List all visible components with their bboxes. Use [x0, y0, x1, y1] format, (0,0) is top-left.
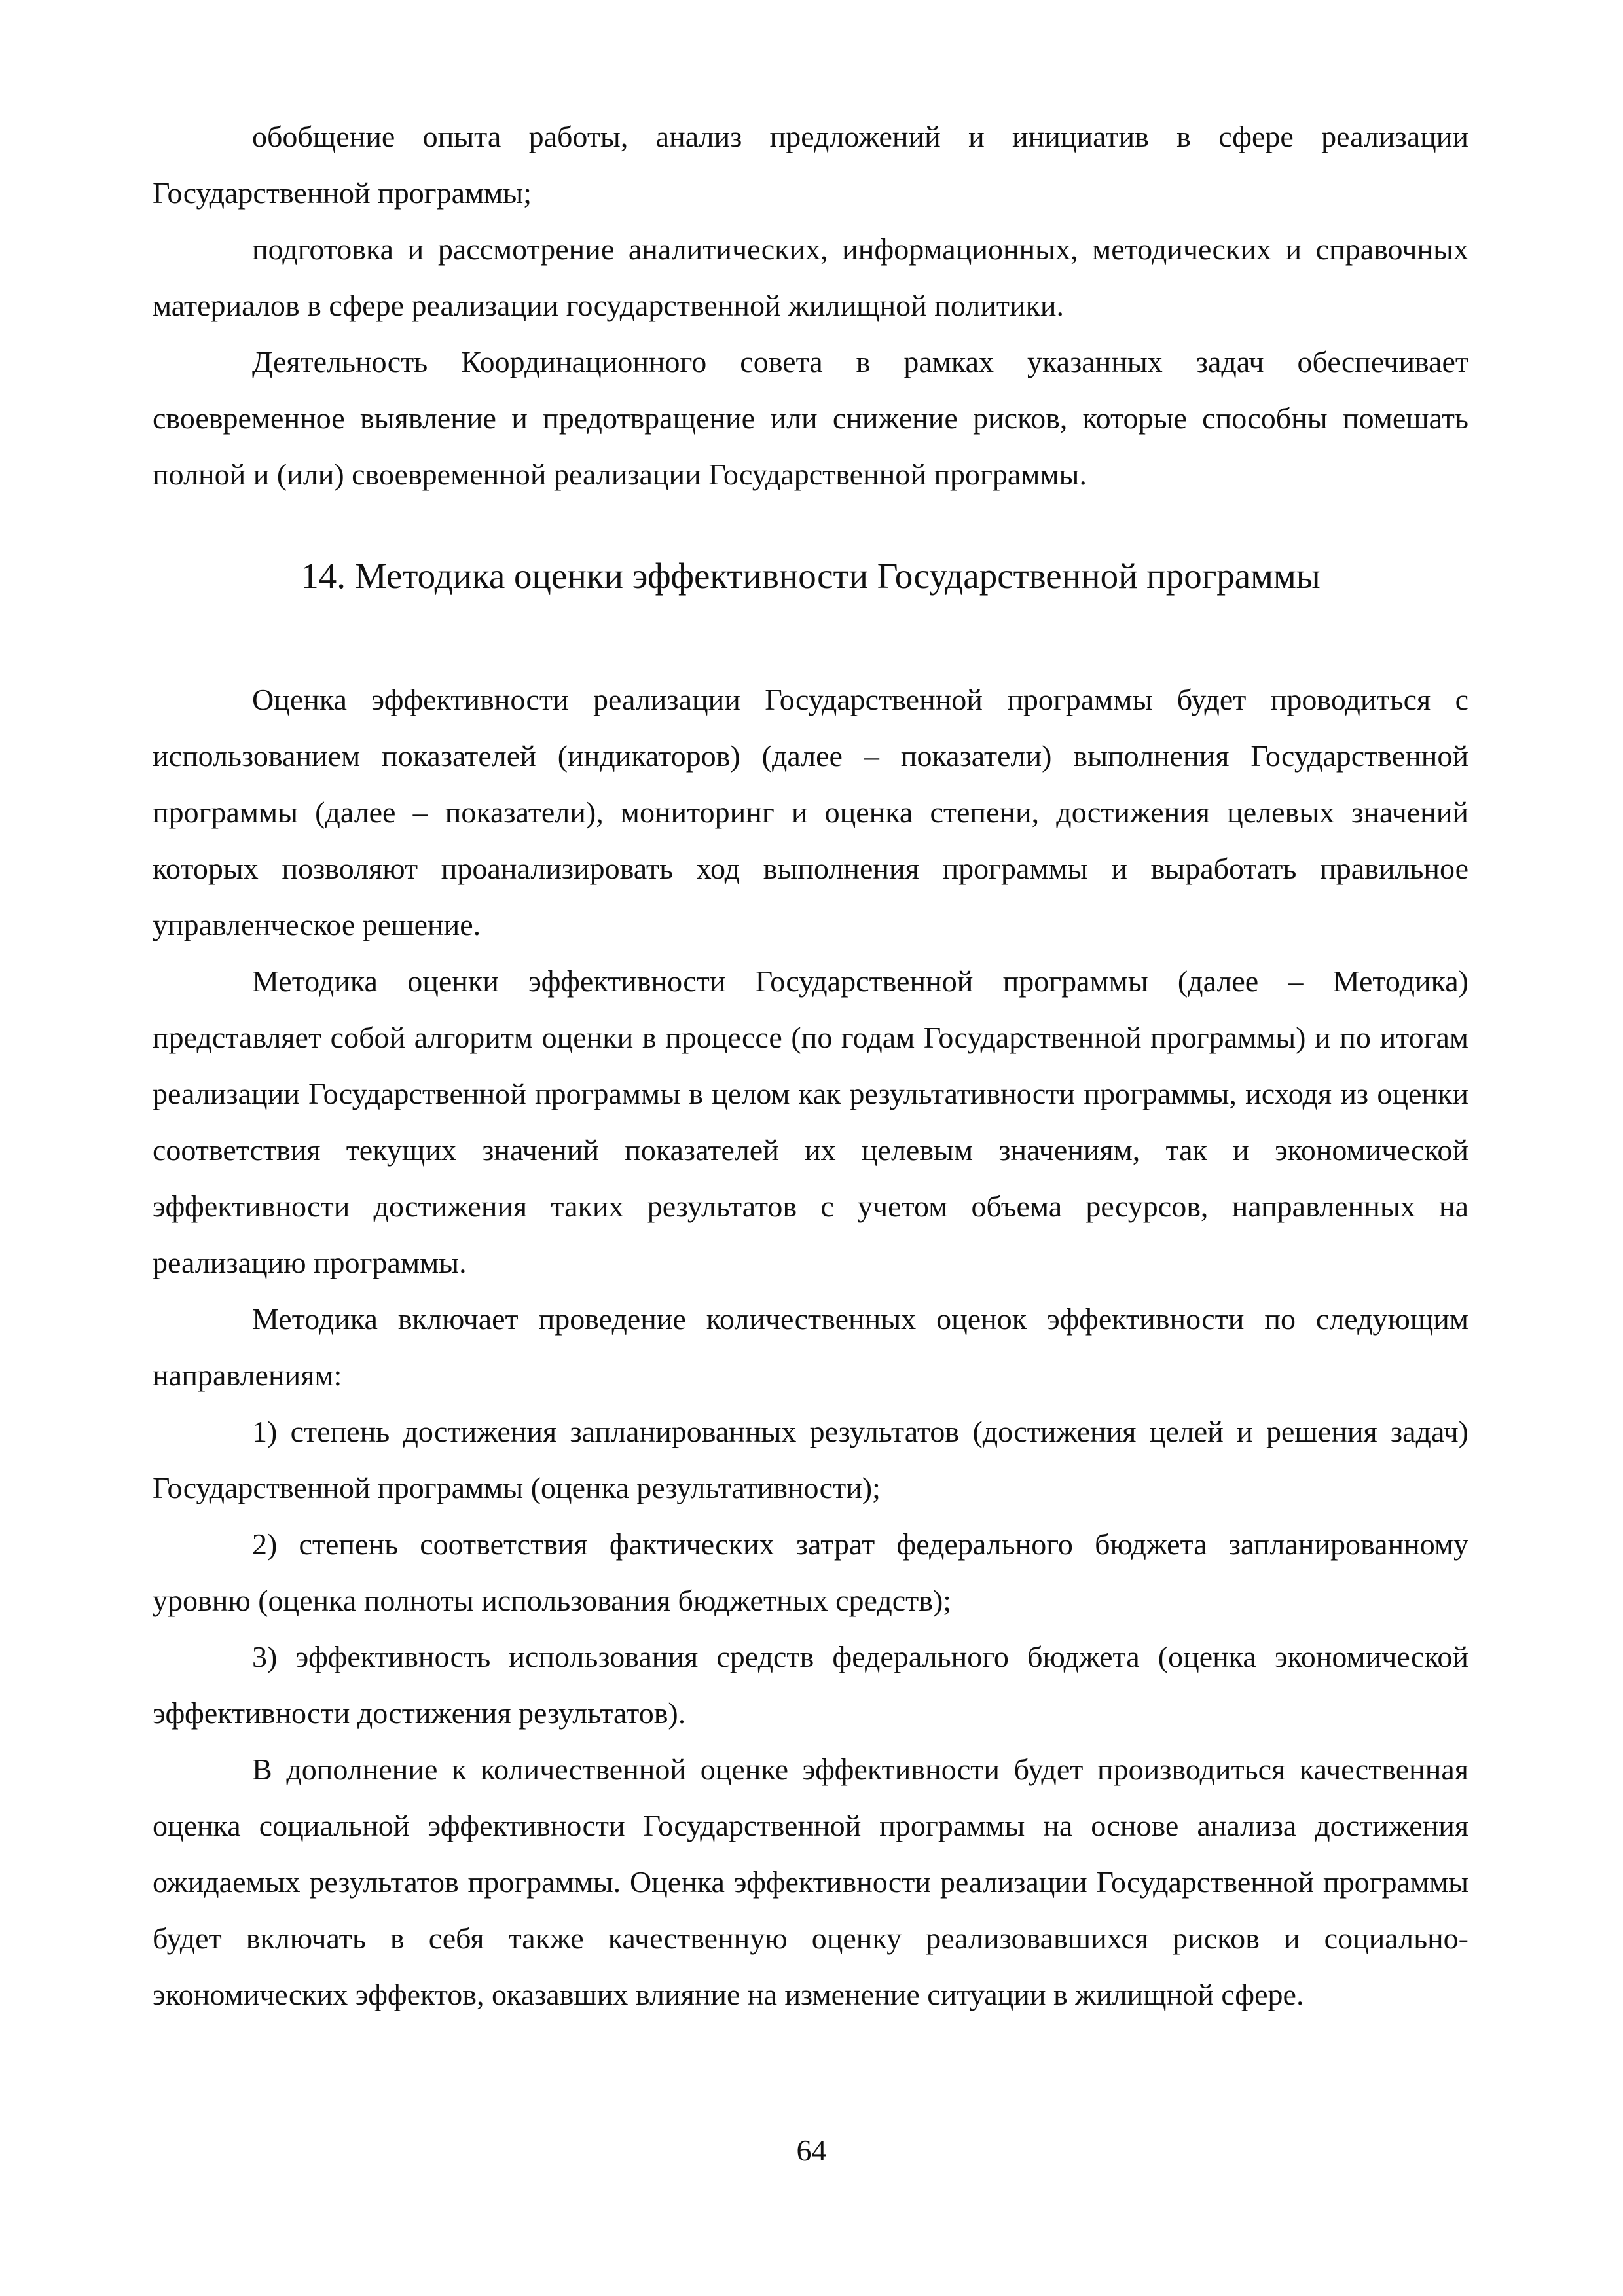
page-number: 64 [796, 2134, 827, 2167]
paragraph-methodology-definition: Методика оценки эффективности Государственной программы (далее – Методика) представляет собой алгоритм оценки в процессе (по годам Государственной программы) и по итогам реализации Государственной программы в целом как результативности программы, исходя из оценки соответствия текущих значений показателей их целевым значениям, так и экономической эффективности достижения таких результатов с учетом объема ресурсов, направленных на реализацию программы. [153, 964, 1468, 1279]
list-item-results-achievement: 1) степень достижения запланированных результатов (достижения целей и решения задач) Государственной программы (оценка результативности); [153, 1415, 1468, 1504]
paragraph-council-activity: Деятельность Координационного совета в рамках указанных задач обеспечивает своевременное выявление и предотвращение или снижение рисков, которые способны помешать полной и (или) своевременной реализации Государственной программы. [153, 345, 1468, 491]
paragraph-methodology-directions: Методика включает проведение количественных оценок эффективности по следующим направлениям: [153, 1302, 1468, 1392]
paragraph-materials: подготовка и рассмотрение аналитических, информационных, методических и справочных материалов в сфере реализации государственной жилищной политики. [153, 232, 1468, 322]
paragraph-experience: обобщение опыта работы, анализ предложений и инициатив в сфере реализации Государственной программы; [153, 120, 1468, 210]
paragraph-qualitative-evaluation: В дополнение к количественной оценке эффективности будет производиться качественная оценка социальной эффективности Государственной программы на основе анализа достижения ожидаемых результатов программы. Оценка эффективности реализации Государственной программы будет включать в себя также качественную оценку реализовавшихся рисков и социально-экономических эффектов, оказавших влияние на изменение ситуации в жилищной сфере. [153, 1753, 1468, 2011]
paragraph-evaluation-indicators: Оценка эффективности реализации Государственной программы будет проводиться с использованием показателей (индикаторов) (далее – показатели) выполнения Государственной программы (далее – показатели), мониторинг и оценка степени, достижения целевых значений которых позволяют проанализировать ход выполнения программы и выработать правильное управленческое решение. [153, 683, 1468, 941]
section-heading: 14. Методика оценки эффективности Государственной программы [301, 556, 1321, 596]
list-item-budget-compliance: 2) степень соответствия фактических затрат федерального бюджета запланированному уровню (оценка полноты использования бюджетных средств); [153, 1527, 1468, 1617]
list-item-budget-efficiency: 3) эффективность использования средств федерального бюджета (оценка экономической эффективности достижения результатов). [153, 1640, 1468, 1730]
